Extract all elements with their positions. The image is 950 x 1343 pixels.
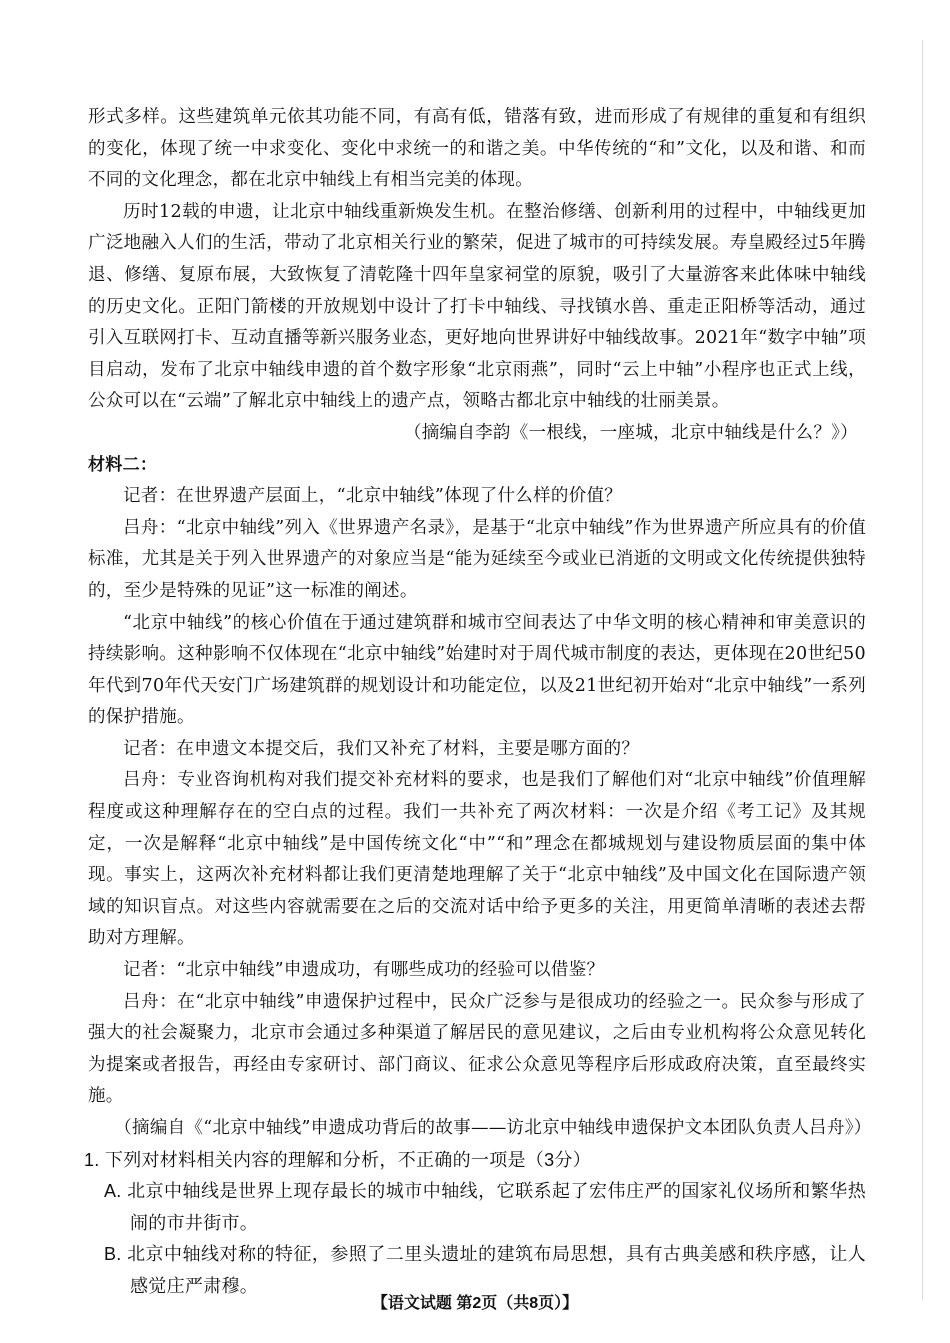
interview-question-3: 记者：“北京中轴线”申遗成功，有哪些成功的经验可以借鉴？ bbox=[123, 960, 605, 981]
question-1-option-a: A. 北京中轴线是世界上现存最长的城市中轴线，它联系起了宏伟庄严的国家礼仪场所和繁华热闹的市井街市。 bbox=[104, 1181, 866, 1233]
interview-answer-3: 吕舟：在“北京中轴线”申遗保护过程中，民众广泛参与是很成功的经验之一。民众参与形成了强大的社会凝聚力，北京市会通过多种渠道了解居民的意见建议，之后由专业机构将公众意见转化为提案或者报告，再经由专家研讨、部门商议、征求公众意见等程序后形成政府决策，直至最终实施。 bbox=[88, 991, 866, 1107]
interview-answer-1-cont: “北京中轴线”的核心价值在于通过建筑群和城市空间表达了中华文明的核心精神和审美意识的持续影响。这种影响不仅体现在“北京中轴线”始建时对于周代城市制度的表达，更体现在20世纪50年代到70年代天安门广场建筑群的规划设计和功能定位，以及21世纪初开始对“北京中轴线”一系列的保护措施。 bbox=[88, 612, 866, 728]
paragraph-application: 历时12载的申遗，让北京中轴线重新焕发生机。在整治修缮、创新利用的过程中，中轴线更加广泛地融入人们的生活，带动了北京相关行业的繁荣，促进了城市的可持续发展。寿皇殿经过5年腾退、修缮、复原布展，大致恢复了清乾隆十四年皇家祠堂的原貌，吸引了大量游客来此体味中轴线的历史文化。正阳门箭楼的开放规划中设计了打卡中轴线、寻找镇水兽、重走正阳桥等活动，通过引入互联网打卡、互动直播等新兴服务业态，更好地向世界讲好中轴线故事。2021年“数字中轴”项目启动，发布了北京中轴线申遗的首个数字形象“北京雨燕”，同时“云上中轴”小程序也正式上线，公众可以在“云端”了解北京中轴线上的遗产点，领略古都北京中轴线的壮丽美景。 bbox=[88, 201, 866, 412]
question-1-option-b: B. 北京中轴线对称的特征，参照了二里头遗址的建筑布局思想，具有古典美感和秩序感，让人感觉庄严肃穆。 bbox=[104, 1244, 866, 1296]
page-edge-line bbox=[922, 40, 923, 1300]
article-content bbox=[84, 102, 872, 1303]
page-footer: 【语文试题 第2页（共8页）】 bbox=[371, 1295, 579, 1312]
question-1-stem: 1. 下列对材料相关内容的理解和分析，不正确的一项是（3分） bbox=[84, 1149, 592, 1170]
source-citation-2: （摘编自《“北京中轴线”申遗成功背后的故事——访北京中轴线申遗保护文本团队负责人吕舟》） bbox=[114, 1118, 872, 1138]
interview-question-1: 记者：在世界遗产层面上，“北京中轴线”体现了什么样的价值？ bbox=[123, 486, 623, 507]
source-citation-1: （摘编自李韵《一根线，一座城，北京中轴线是什么？》） bbox=[403, 422, 858, 443]
interview-question-2: 记者：在申遗文本提交后，我们又补充了材料，主要是哪方面的？ bbox=[123, 738, 640, 759]
paragraph-continuation: 形式多样。这些建筑单元依其功能不同，有高有低，错落有致，进而形成了有规律的重复和有组织的变化，体现了统一中求变化、变化中求统一的和谐之美。中华传统的“和”文化，以及和谐、和而不同的文化理念，都在北京中轴线上有相当完美的体现。 bbox=[88, 107, 866, 191]
interview-answer-1: 吕舟：“北京中轴线”列入《世界遗产名录》，是基于“北京中轴线”作为世界遗产所应具有的价值标准，尤其是关于列入世界遗产的对象应当是“能为延续至今或业已消逝的文明或文化传统提供独特的，至少是特殊的见证”这一标准的阐述。 bbox=[88, 517, 866, 601]
material2-heading: 材料二： bbox=[88, 454, 158, 475]
interview-answer-2: 吕舟：专业咨询机构对我们提交补充材料的要求，也是我们了解他们对“北京中轴线”价值理解程度或这种理解存在的空白点的过程。我们一共补充了两次材料：一次是介绍《考工记》及其规定，一次是解释“北京中轴线”是中国传统文化“中”“和”理念在都城规划与建设物质层面的集中体现。事实上，这两次补充材料都让我们更清楚地理解了关于“北京中轴线”及中国文化在国际遗产领域的知识盲点。对这些内容就需要在之后的交流对话中给予更多的关注，用更简单清晰的表述去帮助对方理解。 bbox=[88, 770, 866, 949]
